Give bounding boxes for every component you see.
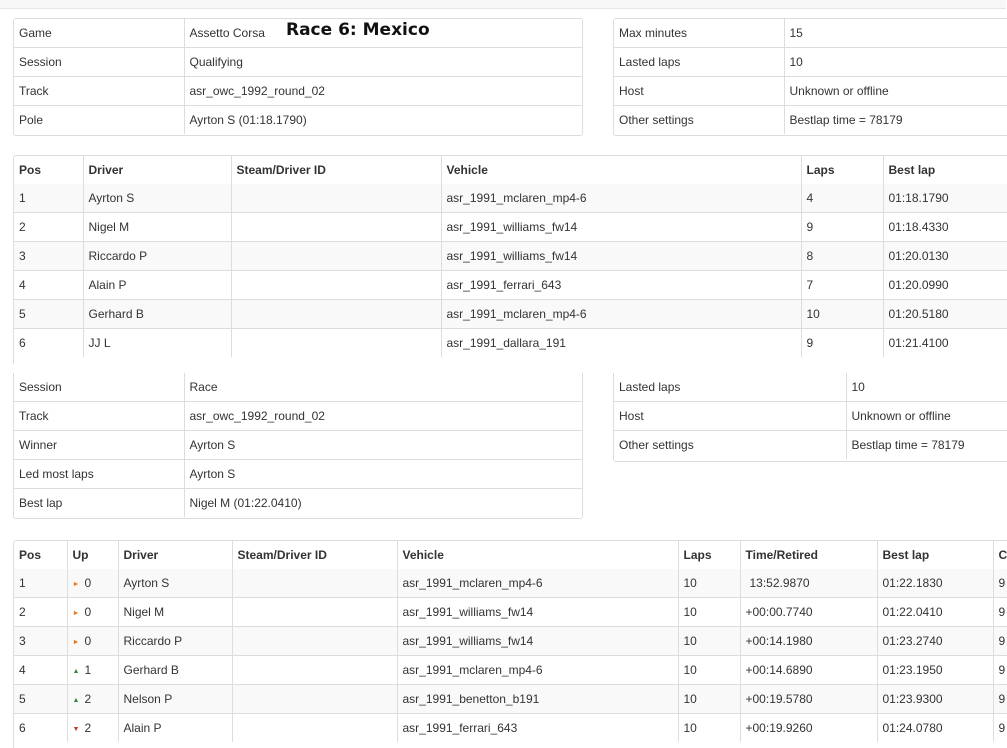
driver-cell: Ayrton S [118, 569, 232, 598]
col-header-time[interactable]: Time/Retired [740, 541, 877, 569]
vehicle-cell: asr_1991_ferrari_643 [441, 271, 801, 300]
table-row [14, 714, 1007, 743]
info-label: Other settings [614, 431, 846, 460]
col-header-c[interactable]: C [993, 541, 1007, 569]
info-row [14, 489, 582, 518]
driver-cell: Gerhard B [118, 656, 232, 685]
driver-id-cell [232, 656, 397, 685]
vehicle-cell: asr_1991_mclaren_mp4-6 [397, 569, 678, 598]
table-header-row [14, 541, 1007, 569]
pos-cell: 3 [14, 627, 67, 656]
table-row [14, 271, 1007, 300]
c-cell: 9 [993, 714, 1007, 743]
race-settings-panel [613, 373, 1007, 462]
info-label: Winner [14, 431, 184, 460]
driver-cell: Ayrton S [83, 184, 231, 213]
pos-cell: 6 [14, 329, 83, 358]
up-cell [67, 714, 118, 743]
arrow-up-icon: ▲ [72, 668, 80, 675]
table-row [14, 242, 1007, 271]
laps-cell: 10 [801, 300, 883, 329]
best-lap-cell: 01:22.0410 [877, 598, 993, 627]
info-row [14, 48, 582, 77]
table-row [14, 685, 1007, 714]
info-value: Ayrton S [184, 431, 582, 460]
page-title: Race 6: Mexico [286, 20, 430, 40]
info-row [14, 402, 582, 431]
vehicle-cell: asr_1991_benetton_b191 [397, 685, 678, 714]
qualifying-settings-panel [613, 18, 1007, 136]
up-cell [67, 598, 118, 627]
best-lap-cell: 01:18.4330 [883, 213, 1007, 242]
vehicle-cell: asr_1991_williams_fw14 [397, 627, 678, 656]
laps-cell: 4 [801, 184, 883, 213]
laps-cell: 10 [678, 569, 740, 598]
driver-cell: Alain P [83, 271, 231, 300]
info-row [14, 373, 582, 402]
info-value: asr_owc_1992_round_02 [184, 77, 582, 106]
info-label: Track [14, 77, 184, 106]
position-change-value: 2 [84, 692, 92, 706]
arrow-right-icon: ► [72, 581, 80, 588]
laps-cell: 10 [678, 656, 740, 685]
qualifying-results-panel [13, 155, 1007, 364]
race-info-panel [13, 373, 583, 519]
pos-cell: 1 [14, 184, 83, 213]
vehicle-cell: asr_1991_williams_fw14 [397, 598, 678, 627]
qualifying-results-table [14, 156, 1007, 357]
info-row [614, 402, 1007, 431]
info-row [614, 106, 1007, 135]
driver-cell: Riccardo P [118, 627, 232, 656]
up-cell [67, 656, 118, 685]
col-header-best-lap[interactable]: Best lap [883, 156, 1007, 184]
info-label: Game [19, 26, 52, 40]
pos-cell: 2 [14, 213, 83, 242]
best-lap-cell: 01:18.1790 [883, 184, 1007, 213]
info-label: Host [614, 402, 846, 431]
table-row [14, 213, 1007, 242]
info-label: Session [19, 380, 62, 394]
info-label: Session [14, 48, 184, 77]
driver-id-cell [231, 242, 441, 271]
position-change-value: 0 [84, 605, 92, 619]
table-row [14, 329, 1007, 358]
info-value: Ayrton S [184, 460, 582, 489]
qualifying-settings-table [614, 19, 1007, 134]
col-header-driver[interactable]: Driver [83, 156, 231, 184]
position-change-value: 0 [84, 634, 92, 648]
info-row [14, 106, 582, 135]
pos-cell: 1 [14, 569, 67, 598]
best-lap-cell: 01:22.1830 [877, 569, 993, 598]
c-cell: 9 [993, 569, 1007, 598]
pos-cell: 4 [14, 656, 67, 685]
laps-cell: 10 [678, 685, 740, 714]
top-border [0, 0, 1006, 9]
driver-id-cell [232, 569, 397, 598]
col-header-driver-id[interactable]: Steam/Driver ID [232, 541, 397, 569]
vehicle-cell: asr_1991_mclaren_mp4-6 [441, 300, 801, 329]
table-row [14, 598, 1007, 627]
info-row [614, 431, 1007, 460]
info-value: Nigel M (01:22.0410) [184, 489, 582, 518]
best-lap-cell: 01:20.5180 [883, 300, 1007, 329]
table-row [14, 184, 1007, 213]
info-label: Other settings [614, 106, 784, 135]
info-value: 15 [784, 19, 1007, 48]
info-label: Pole [14, 106, 184, 135]
info-row [14, 431, 582, 460]
col-header-up[interactable]: Up [67, 541, 118, 569]
driver-cell: JJ L [83, 329, 231, 358]
up-cell [67, 627, 118, 656]
driver-id-cell [232, 598, 397, 627]
time-cell: +00:19.5780 [740, 685, 877, 714]
info-row [614, 19, 1007, 48]
info-label: Lasted laps [619, 380, 681, 394]
c-cell: 9 [993, 656, 1007, 685]
up-cell [67, 569, 118, 598]
race-info-table [14, 373, 582, 517]
driver-id-cell [231, 184, 441, 213]
table-header-row [14, 156, 1007, 184]
driver-id-cell [231, 271, 441, 300]
col-header-driver[interactable]: Driver [118, 541, 232, 569]
info-value: 10 [846, 373, 1007, 402]
col-header-vehicle[interactable]: Vehicle [441, 156, 801, 184]
vehicle-cell: asr_1991_dallara_191 [441, 329, 801, 358]
table-row [14, 627, 1007, 656]
position-change-value: 2 [84, 721, 92, 735]
up-cell [67, 685, 118, 714]
race-results-panel [13, 540, 1007, 748]
col-header-pos[interactable]: Pos [19, 163, 42, 177]
info-value: Ayrton S (01:18.1790) [184, 106, 582, 135]
position-change-value: 1 [84, 663, 92, 677]
info-value: asr_owc_1992_round_02 [184, 402, 582, 431]
driver-cell: Nigel M [83, 213, 231, 242]
info-value: 10 [784, 48, 1007, 77]
col-header-laps[interactable]: Laps [678, 541, 740, 569]
info-value: Race [184, 373, 582, 402]
time-cell: +00:19.9260 [740, 714, 877, 743]
position-change-value: 0 [84, 576, 92, 590]
time-cell: +00:14.1980 [740, 627, 877, 656]
col-header-pos[interactable]: Pos [19, 548, 42, 562]
best-lap-cell: 01:20.0130 [883, 242, 1007, 271]
vehicle-cell: asr_1991_mclaren_mp4-6 [441, 184, 801, 213]
laps-cell: 7 [801, 271, 883, 300]
driver-id-cell [232, 685, 397, 714]
driver-cell: Alain P [118, 714, 232, 743]
info-value: Qualifying [184, 48, 582, 77]
arrow-right-icon: ► [72, 610, 80, 617]
info-value: Unknown or offline [846, 402, 1007, 431]
driver-id-cell [232, 627, 397, 656]
vehicle-cell: asr_1991_williams_fw14 [441, 242, 801, 271]
pos-cell: 5 [14, 685, 67, 714]
best-lap-cell: 01:23.1950 [877, 656, 993, 685]
pos-cell: 4 [14, 271, 83, 300]
info-value: Bestlap time = 78179 [846, 431, 1007, 460]
table-row [14, 656, 1007, 685]
best-lap-cell: 01:23.9300 [877, 685, 993, 714]
table-row [14, 569, 1007, 598]
col-header-laps[interactable]: Laps [801, 156, 883, 184]
arrow-right-icon: ► [72, 639, 80, 646]
pos-cell: 6 [14, 714, 67, 743]
vehicle-cell: asr_1991_ferrari_643 [397, 714, 678, 743]
info-row [14, 77, 582, 106]
pos-cell: 2 [14, 598, 67, 627]
arrow-down-icon: ▼ [72, 726, 80, 733]
info-label: Best lap [14, 489, 184, 518]
info-label: Max minutes [619, 26, 688, 40]
time-cell: +00:14.6890 [740, 656, 877, 685]
laps-cell: 10 [678, 627, 740, 656]
laps-cell: 9 [801, 213, 883, 242]
pos-cell: 5 [14, 300, 83, 329]
pos-cell: 3 [14, 242, 83, 271]
driver-cell: Nelson P [118, 685, 232, 714]
driver-id-cell [231, 300, 441, 329]
info-label: Led most laps [14, 460, 184, 489]
laps-cell: 8 [801, 242, 883, 271]
info-value: Unknown or offline [784, 77, 1007, 106]
c-cell: 9 [993, 598, 1007, 627]
info-label: Lasted laps [614, 48, 784, 77]
driver-cell: Riccardo P [83, 242, 231, 271]
race-results-table [14, 541, 1007, 742]
vehicle-cell: asr_1991_mclaren_mp4-6 [397, 656, 678, 685]
col-header-vehicle[interactable]: Vehicle [397, 541, 678, 569]
c-cell: 9 [993, 685, 1007, 714]
time-cell: 13:52.9870 [740, 569, 877, 598]
info-value: Bestlap time = 78179 [784, 106, 1007, 135]
driver-id-cell [231, 329, 441, 358]
c-cell: 9 [993, 627, 1007, 656]
col-header-best-lap[interactable]: Best lap [877, 541, 993, 569]
best-lap-cell: 01:21.4100 [883, 329, 1007, 358]
info-value: Assetto Corsa [184, 19, 582, 48]
vehicle-cell: asr_1991_williams_fw14 [441, 213, 801, 242]
info-label: Host [614, 77, 784, 106]
best-lap-cell: 01:20.0990 [883, 271, 1007, 300]
info-label: Track [14, 402, 184, 431]
driver-cell: Gerhard B [83, 300, 231, 329]
arrow-up-icon: ▲ [72, 697, 80, 704]
race-settings-table [614, 373, 1007, 459]
table-row [14, 300, 1007, 329]
info-row [14, 460, 582, 489]
driver-cell: Nigel M [118, 598, 232, 627]
col-header-driver-id[interactable]: Steam/Driver ID [231, 156, 441, 184]
driver-id-cell [231, 213, 441, 242]
best-lap-cell: 01:24.0780 [877, 714, 993, 743]
info-row [614, 373, 1007, 402]
laps-cell: 9 [801, 329, 883, 358]
best-lap-cell: 01:23.2740 [877, 627, 993, 656]
time-cell: +00:00.7740 [740, 598, 877, 627]
info-row [614, 48, 1007, 77]
info-row [614, 77, 1007, 106]
laps-cell: 10 [678, 714, 740, 743]
driver-id-cell [232, 714, 397, 743]
laps-cell: 10 [678, 598, 740, 627]
